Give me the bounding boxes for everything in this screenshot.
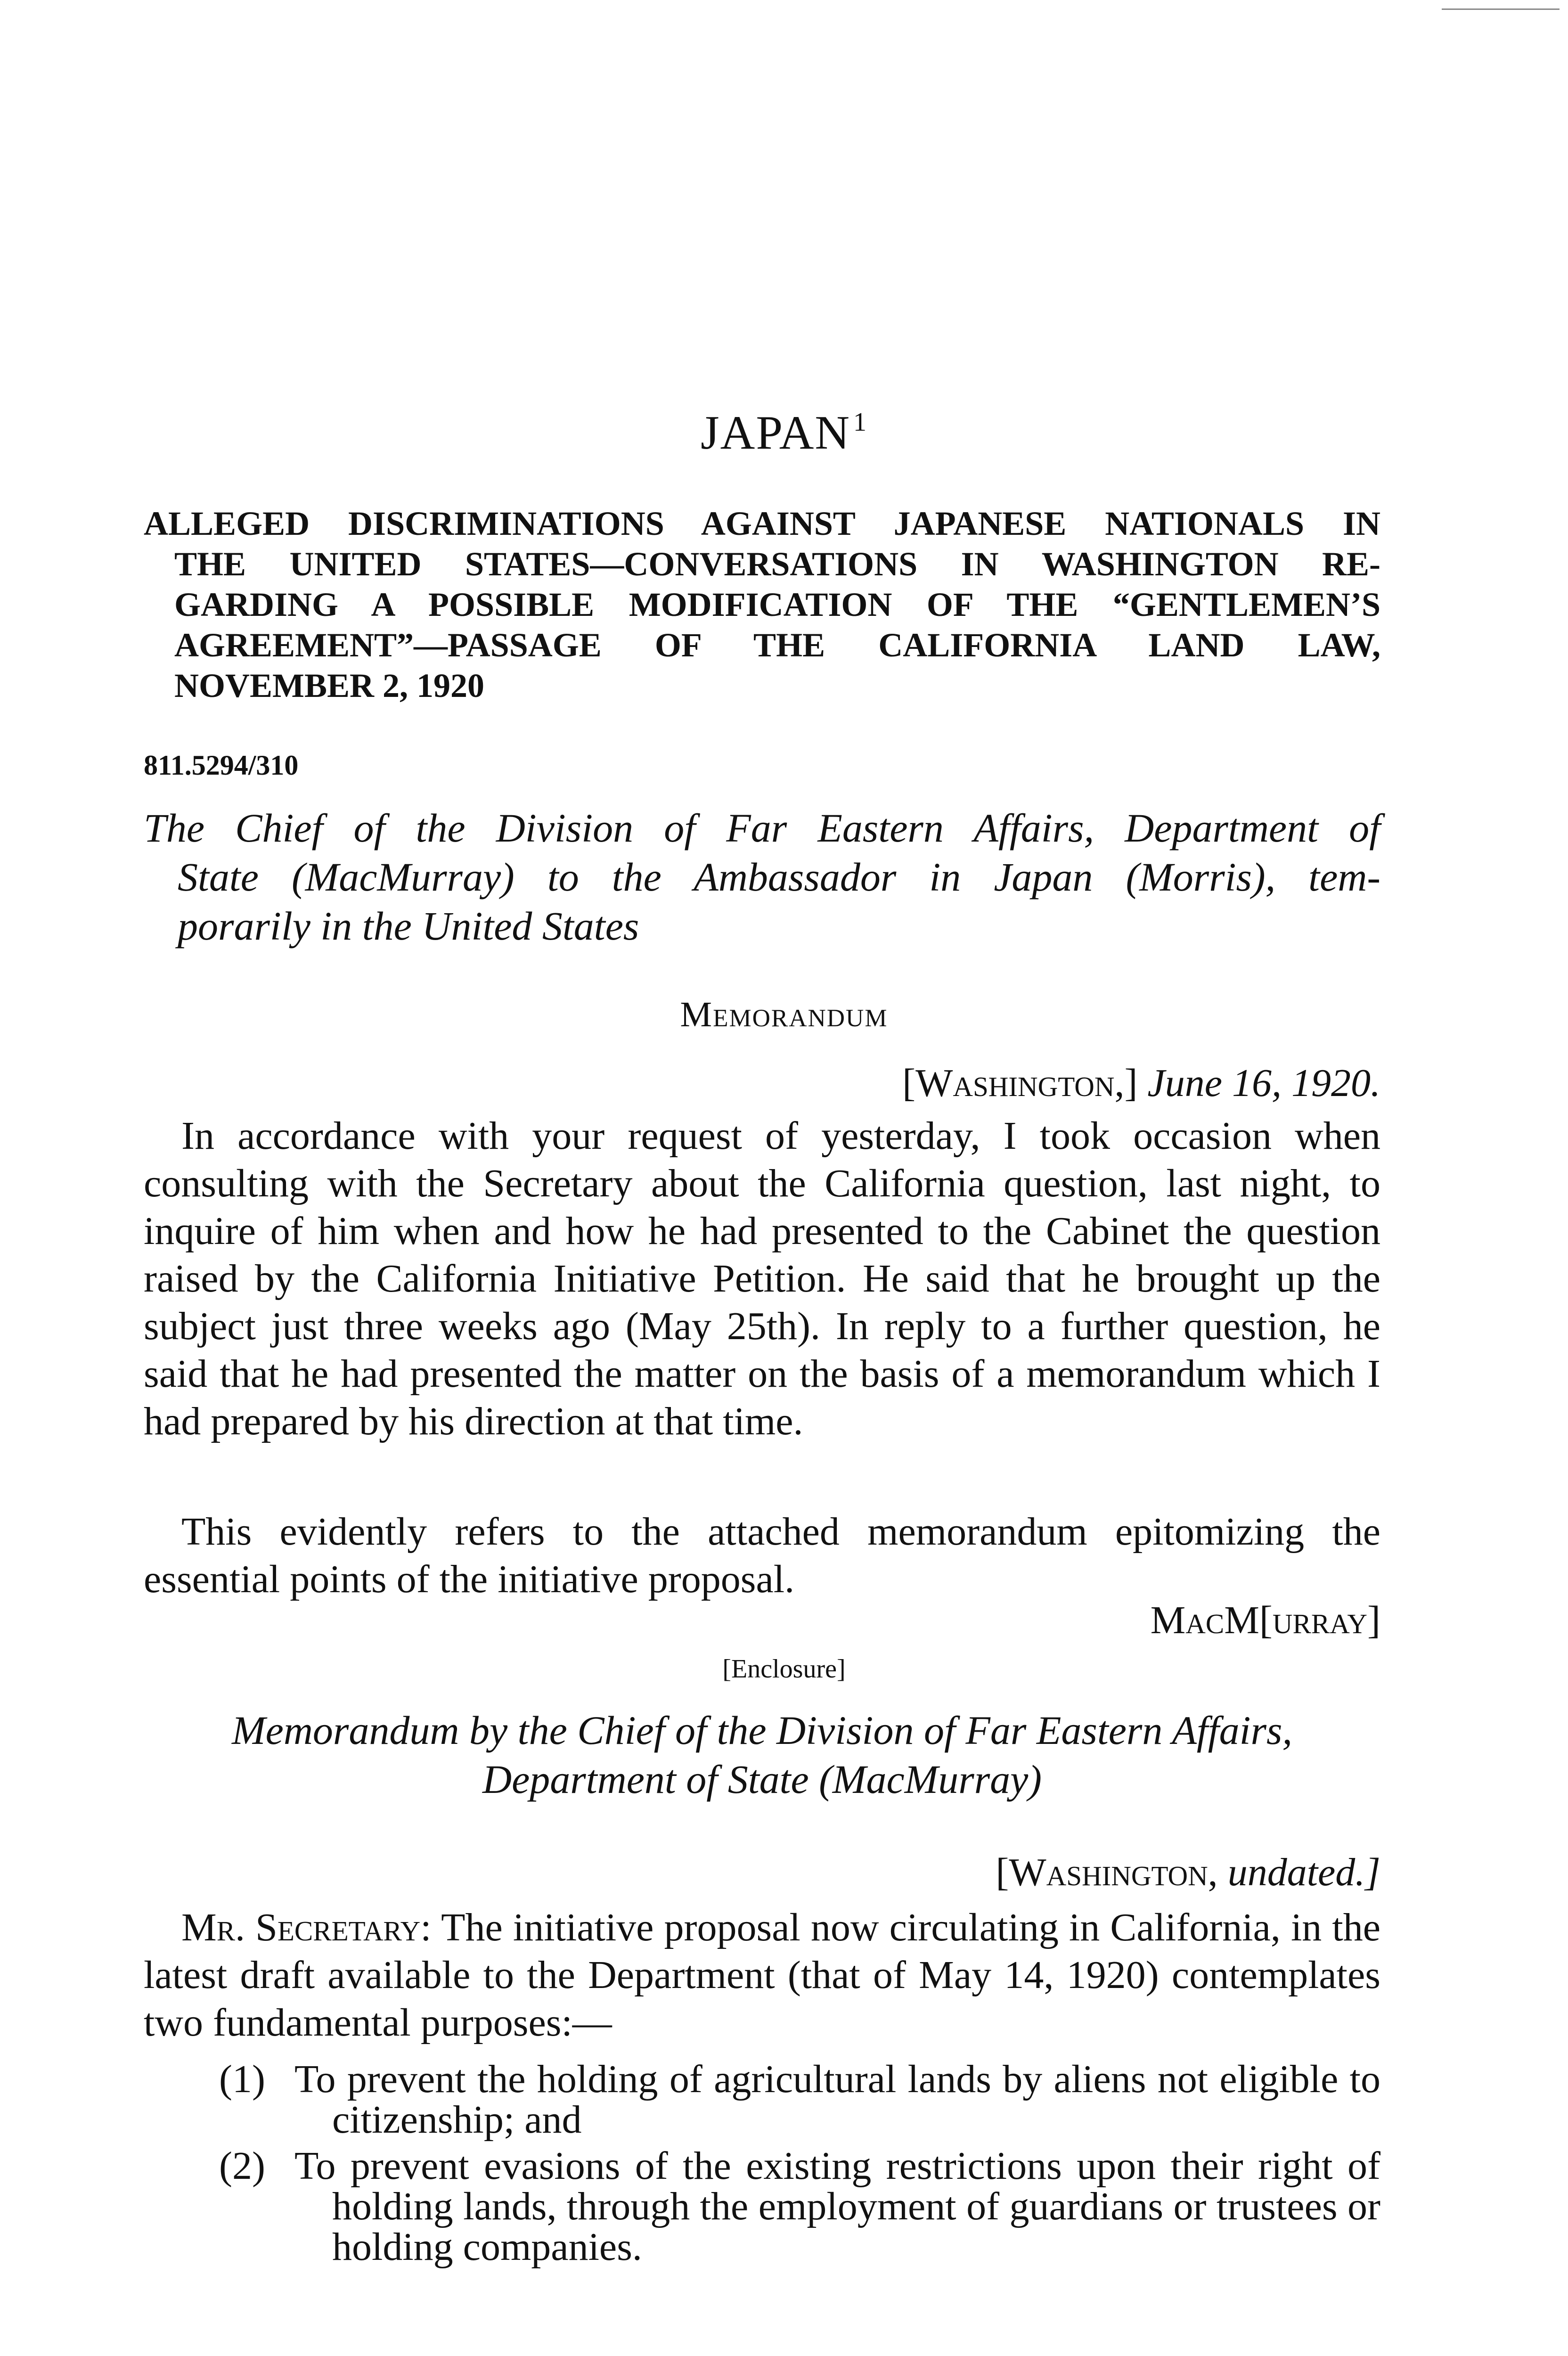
memorandum-label: Memorandum — [680, 995, 888, 1034]
document-title-line: The Chief of the Division of Far Eastern Affairs, Department of — [144, 805, 1380, 851]
list-item-text: To prevent evasions of the existing restrictions upon their right of holding lands, through the employment of guardians or trustees or holding companies. — [294, 2144, 1380, 2269]
list-item — [144, 2059, 1380, 2140]
dateline-date: June 16, 1920. — [1147, 1061, 1380, 1105]
heading-line: GARDING A POSSIBLE MODIFICATION OF THE “GENTLEMEN’S — [174, 586, 1380, 623]
paragraph-text: The initiative proposal now circulating in California, in the latest draft available to the Department (that of May 14, 1920) contemplates two fundamental purposes:— — [144, 1906, 1381, 2045]
enclosure-title-line: Department of State (MacMurray) — [482, 1757, 1042, 1802]
page-title — [0, 405, 1568, 460]
heading-line: AGREEMENT”—PASSAGE OF THE CALIFORNIA LAND LAW, — [174, 626, 1380, 664]
list-item-text: To prevent the holding of agricultural lands by aliens not eligible to citizenship; and — [294, 2057, 1380, 2142]
page-title-text: JAPAN — [700, 406, 851, 459]
document-title-line: porarily in the United States — [178, 903, 639, 949]
document-title-line: State (MacMurray) to the Ambassador in Japan (Morris), tem- — [178, 854, 1380, 900]
paragraph — [144, 1904, 1380, 2046]
dateline — [902, 1060, 1380, 1106]
corner-rule — [1442, 8, 1560, 10]
dateline — [996, 1849, 1380, 1895]
enclosure-title — [144, 1706, 1380, 1804]
heading-line: NOVEMBER 2, 1920 — [174, 667, 485, 704]
dateline-place: [Washington, — [996, 1850, 1218, 1894]
paragraph: In accordance with your request of yesterday, I took occasion when consulting with the Secretary about the California question, last night, to inquire of him when and how he had presented to the Cabinet the question raised by the California Initiative Petition. He said that he brought up the subject just three weeks ago (May 25th). In reply to a further question, he said that he had presented the matter on the basis of a memorandum which I had prepared by his direction at that time. — [144, 1114, 1380, 1443]
heading-line: THE UNITED STATES—CONVERSATIONS IN WASHINGTON RE- — [174, 545, 1380, 583]
list-item — [144, 2146, 1380, 2267]
title-footnote-mark: 1 — [853, 408, 868, 437]
list-item-number: (1) — [219, 2057, 265, 2101]
section-heading — [144, 503, 1380, 706]
dateline-place: [Washington,] — [902, 1061, 1138, 1105]
enclosure-label: [Enclosure] — [722, 1654, 846, 1684]
paragraph: This evidently refers to the attached memorandum epitomizing the essential points of the initiative proposal. — [144, 1510, 1380, 1601]
dateline-date: undated.] — [1227, 1850, 1380, 1894]
document-title — [144, 803, 1380, 950]
salutation: Mr. Secretary: — [181, 1906, 432, 1949]
list-item-number: (2) — [219, 2144, 265, 2188]
signature: MacM[urray] — [1150, 1598, 1380, 1642]
heading-line: ALLEGED DISCRIMINATIONS AGAINST JAPANESE NATIONALS IN — [144, 505, 1380, 542]
file-number: 811.5294/310 — [144, 750, 299, 781]
purposes-list — [144, 2059, 1380, 2273]
enclosure-title-line: Memorandum by the Chief of the Division of Far Eastern Affairs, — [232, 1708, 1292, 1753]
